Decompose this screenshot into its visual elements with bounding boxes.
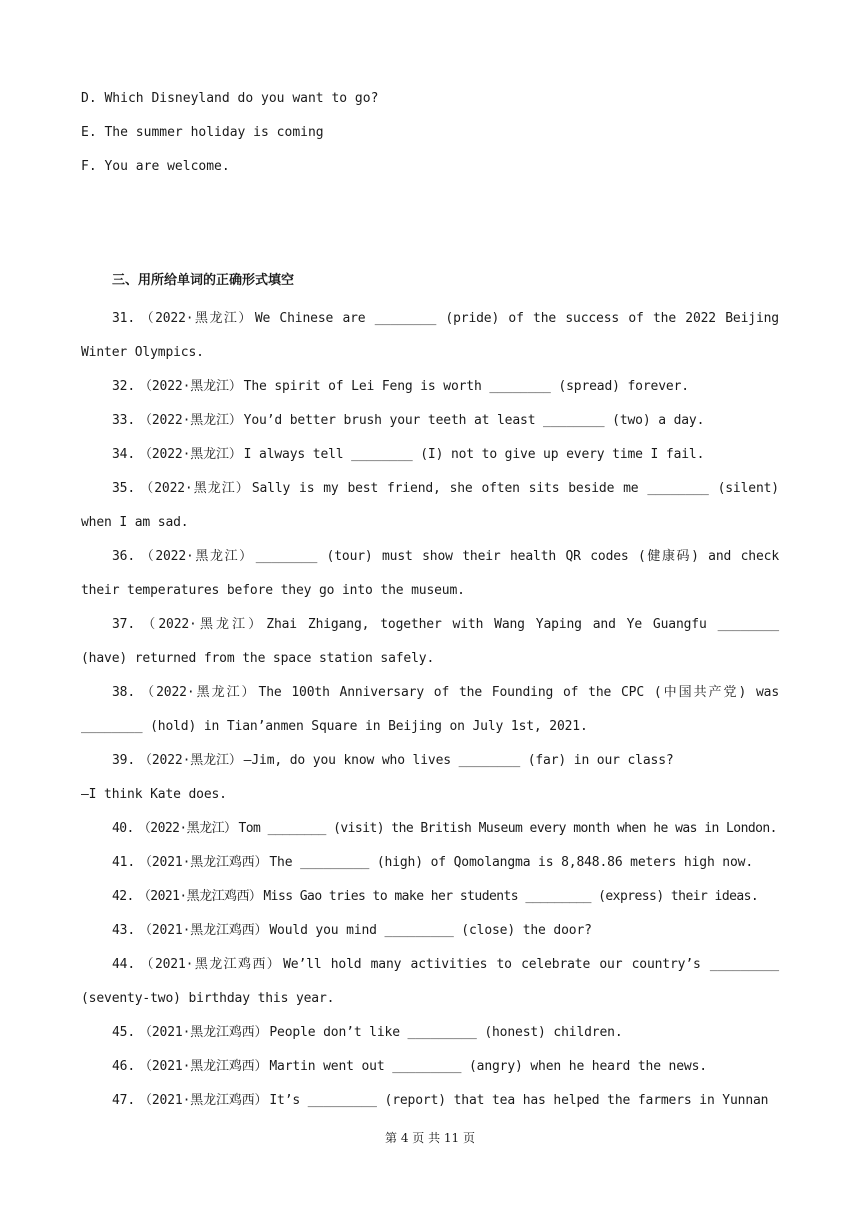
question-number: 46. <box>112 1059 136 1074</box>
question-source: （2022·黑龙江） <box>139 311 253 326</box>
question-number: 42. <box>112 889 134 904</box>
question-source: （2021·黑龙江鸡西） <box>139 1093 268 1108</box>
question-item <box>81 1016 779 1050</box>
question-text: —Jim, do you know who lives ________ (far) in our class? <box>243 753 674 768</box>
question-item <box>81 914 779 948</box>
question-number: 47. <box>112 1093 136 1108</box>
question-source: （2022·黑龙江） <box>139 481 250 496</box>
question-source: （2021·黑龙江鸡西） <box>137 889 262 904</box>
section-title: 三、用所给单词的正确形式填空 <box>112 273 295 288</box>
question-source: （2022·黑龙江） <box>139 685 257 700</box>
question-text: Martin went out _________ (angry) when he heard the news. <box>269 1059 707 1074</box>
question-item <box>81 744 779 778</box>
question-source: （2022·黑龙江） <box>139 549 254 564</box>
question-source: （2022·黑龙江） <box>139 617 265 632</box>
page-footer: 第 4 页 共 11 页 <box>385 1131 475 1145</box>
question-source: （2021·黑龙江鸡西） <box>139 1059 268 1074</box>
question-item <box>81 472 779 540</box>
question-text: Tom ________ (visit) the British Museum every month when he was in London. <box>238 821 777 836</box>
question-item <box>81 370 779 404</box>
question-number: 40. <box>112 821 134 836</box>
option-d: D. Which Disneyland do you want to go? <box>81 91 379 106</box>
question-text: It’s _________ (report) that tea has helped the farmers in Yunnan <box>269 1093 769 1108</box>
question-source: （2021·黑龙江鸡西） <box>139 1025 268 1040</box>
question-item <box>81 676 779 744</box>
question-number: 45. <box>112 1025 136 1040</box>
question-item <box>81 302 779 370</box>
question-item <box>81 846 779 880</box>
question-source: （2021·黑龙江鸡西） <box>139 923 268 938</box>
question-item <box>81 948 779 1016</box>
question-text: The 100th Anniversary of the Founding of the CPC (中国共产党) was ________ (hold) in Tian’anmen Square in Beijing on July 1st, 2021. <box>81 685 780 734</box>
question-item <box>81 608 779 676</box>
question-source: （2022·黑龙江） <box>139 447 242 462</box>
question-item <box>81 880 779 914</box>
question-text: People don’t like _________ (honest) children. <box>269 1025 623 1040</box>
question-item <box>81 812 779 846</box>
question-text: You’d better brush your teeth at least ________ (two) a day. <box>243 413 705 428</box>
question-text: The _________ (high) of Qomolangma is 8,848.86 meters high now. <box>269 855 754 870</box>
question-item <box>81 1084 779 1118</box>
question-text: The spirit of Lei Feng is worth ________ (spread) forever. <box>243 379 689 394</box>
question-text: We Chinese are ________ (pride) of the success of the 2022 Beijing Winter Olympics. <box>81 311 779 360</box>
question-number: 43. <box>112 923 136 938</box>
question-number: 32. <box>112 379 136 394</box>
question-source: （2022·黑龙江） <box>139 379 242 394</box>
question-item <box>81 438 779 472</box>
question-source: （2022·黑龙江） <box>139 413 242 428</box>
answer-options <box>81 88 781 190</box>
question-source: （2022·黑龙江） <box>137 821 237 836</box>
question-reply: —I think Kate does. <box>81 787 227 802</box>
question-number: 44. <box>112 957 136 972</box>
question-source: （2022·黑龙江） <box>139 753 242 768</box>
question-source: （2021·黑龙江鸡西） <box>139 855 268 870</box>
question-number: 39. <box>112 753 136 768</box>
question-text: Zhai Zhigang, together with Wang Yaping and Ye Guangfu ________ (have) returned from the space station safely. <box>81 617 779 666</box>
question-number: 36. <box>112 549 136 564</box>
question-text: Miss Gao tries to make her students _________ (express) their ideas. <box>263 889 759 904</box>
option-f: F. You are welcome. <box>81 159 230 174</box>
question-text: Sally is my best friend, she often sits beside me ________ (silent) when I am sad. <box>81 481 779 530</box>
question-number: 35. <box>112 481 136 496</box>
question-item <box>81 540 779 608</box>
question-number: 34. <box>112 447 136 462</box>
question-number: 33. <box>112 413 136 428</box>
question-item <box>81 1050 779 1084</box>
option-e: E. The summer holiday is coming <box>81 125 324 140</box>
question-number: 37. <box>112 617 136 632</box>
question-source: （2021·黑龙江鸡西） <box>139 957 282 972</box>
question-number: 38. <box>112 685 136 700</box>
question-number: 41. <box>112 855 136 870</box>
question-list <box>81 302 779 1118</box>
question-number: 31. <box>112 311 136 326</box>
question-text: I always tell ________ (I) not to give up every time I fail. <box>243 447 705 462</box>
question-item <box>81 404 779 438</box>
question-text: We’ll hold many activities to celebrate our country’s _________ (seventy-two) birthday this year. <box>81 957 779 1006</box>
question-text: ________ (tour) must show their health QR codes (健康码) and check their temperatures before they go into the museum. <box>81 549 779 598</box>
question-text: Would you mind _________ (close) the door? <box>269 923 592 938</box>
